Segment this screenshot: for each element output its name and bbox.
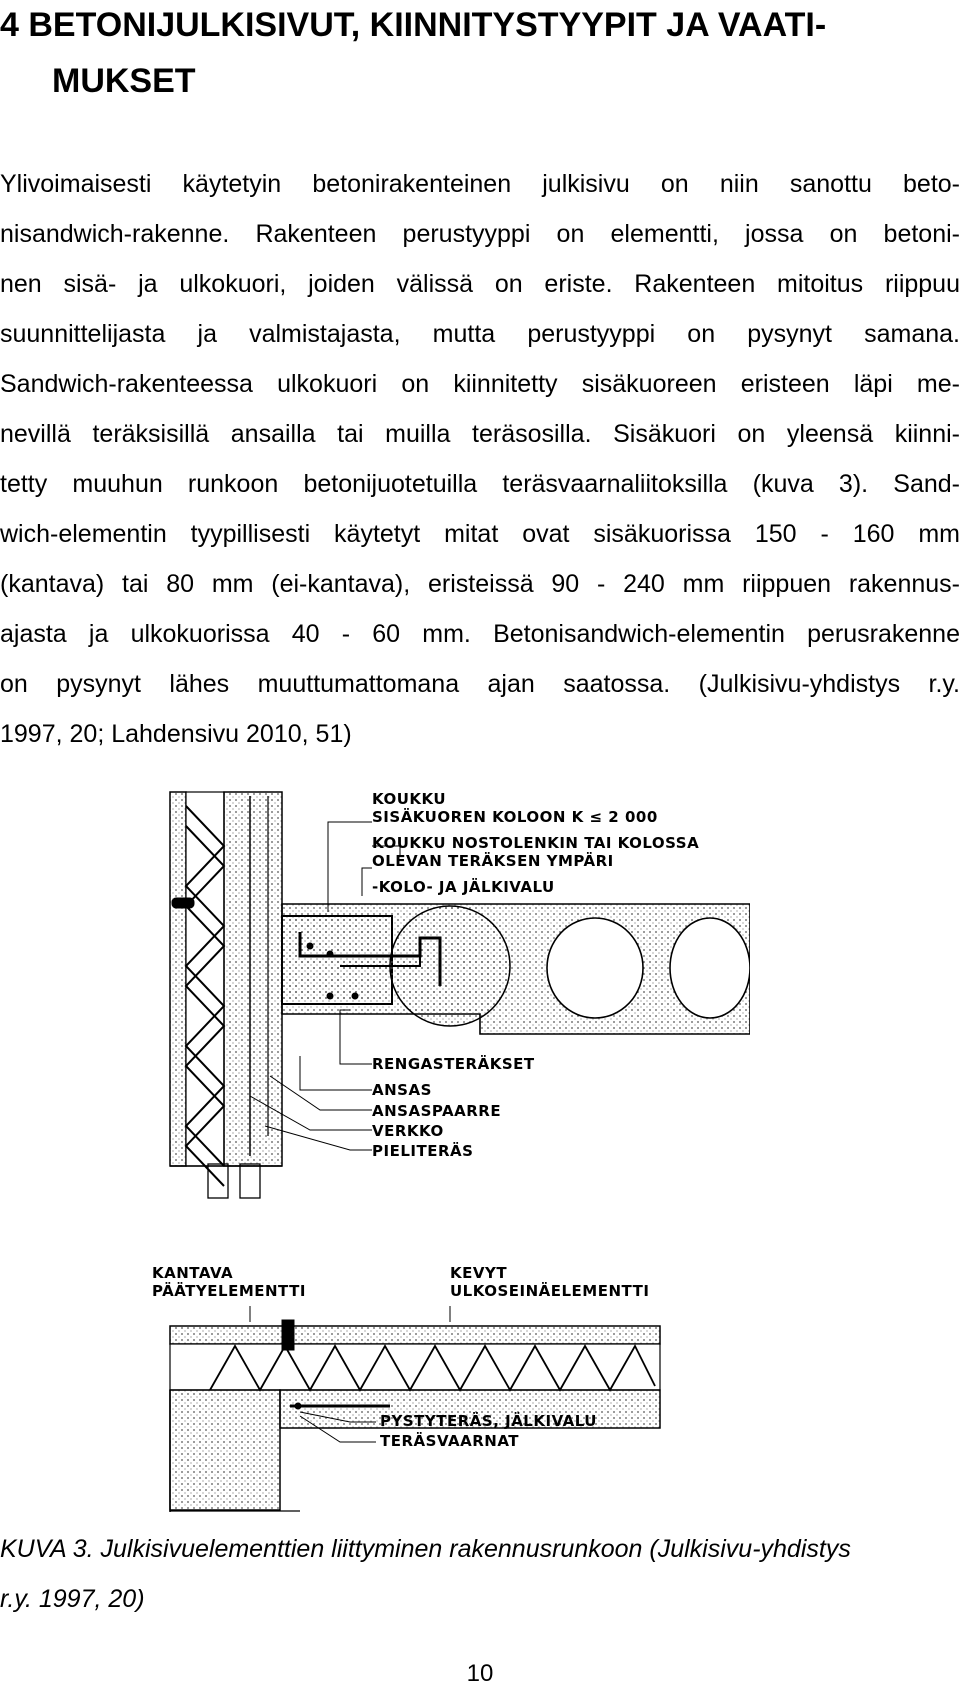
label-kolo-ja-jalkivalu: -KOLO- JA JÄLKIVALU <box>372 878 555 896</box>
paragraph-line: Ylivoimaisesti käytetyin betonirakenteinen julkisivu on niin sanottu beto- <box>0 170 960 198</box>
paragraph-line: suunnittelijasta ja valmistajasta, mutta perustyyppi on pysynyt samana. <box>0 320 960 348</box>
paragraph-line: nevillä teräksisillä ansailla tai muilla teräsosilla. Sisäkuori on yleensä kiinni- <box>0 420 960 448</box>
label-rengasteraekset: RENGASTERÄKSET <box>372 1055 535 1073</box>
label-pystyteras: PYSTYTERÄS, JÄLKIVALU <box>380 1412 597 1430</box>
page-number: 10 <box>466 1660 494 1687</box>
label-sisakuoren-koloon: SISÄKUOREN KOLOON K ≤ 2 000 <box>372 808 658 826</box>
label-olevan-teraksen: OLEVAN TERÄKSEN YMPÄRI <box>372 852 614 870</box>
paragraph-line: nisandwich-rakenne. Rakenteen perustyyppi on elementti, jossa on betoni- <box>0 220 960 248</box>
label-ulkoseinaelementti: ULKOSEINÄELEMENTTI <box>450 1282 650 1300</box>
label-ansaspaarre: ANSASPAARRE <box>372 1102 502 1120</box>
label-pieliteras: PIELITERÄS <box>372 1142 474 1160</box>
paragraph-line: nen sisä- ja ulkokuori, joiden välissä on eriste. Rakenteen mitoitus riippuu <box>0 270 960 298</box>
paragraph-line: (kantava) tai 80 mm (ei-kantava), eristeissä 90 - 240 mm riippuen rakennus- <box>0 570 960 598</box>
paragraph-line: Sandwich-rakenteessa ulkokuori on kiinnitetty sisäkuoreen eristeen läpi me- <box>0 370 960 398</box>
paragraph-line: wich-elementin tyypillisesti käytetyt mitat ovat sisäkuorissa 150 - 160 mm <box>0 520 960 548</box>
figure-facade-connection <box>150 786 750 1516</box>
lower-detail-drawing <box>170 1306 660 1512</box>
label-ansas: ANSAS <box>372 1081 432 1099</box>
paragraph-line: ajasta ja ulkokuorissa 40 - 60 mm. Betonisandwich-elementin perusrakenne <box>0 620 960 648</box>
label-paatyelementti: PÄÄTYELEMENTTI <box>152 1282 306 1300</box>
label-koukku: KOUKKU <box>372 790 447 808</box>
heading-line-1: 4 BETONIJULKISIVUT, KIINNITYSTYYPIT JA VAATI- <box>0 6 827 44</box>
label-terasvaarnat: TERÄSVAARNAT <box>380 1432 520 1450</box>
caption-line-2: r.y. 1997, 20) <box>0 1585 145 1613</box>
label-kevyt: KEVYT <box>450 1264 508 1282</box>
caption-line-1: KUVA 3. Julkisivuelementtien liittyminen rakennusrunkoon (Julkisivu-yhdistys <box>0 1535 851 1563</box>
paragraph-line: tetty muuhun runkoon betonijuotetuilla teräsvaarnaliitoksilla (kuva 3). Sand- <box>0 470 960 498</box>
paragraph-line: on pysynyt lähes muuttumattomana ajan saatossa. (Julkisivu-yhdistys r.y. <box>0 670 960 698</box>
label-kantava: KANTAVA <box>152 1264 234 1282</box>
heading-line-2: MUKSET <box>52 62 196 100</box>
technical-drawing <box>150 786 750 1516</box>
label-verkko: VERKKO <box>372 1122 444 1140</box>
label-koukku-nostolenkin: KOUKKU NOSTOLENKIN TAI KOLOSSA <box>372 834 700 852</box>
paragraph-line: 1997, 20; Lahdensivu 2010, 51) <box>0 720 352 748</box>
